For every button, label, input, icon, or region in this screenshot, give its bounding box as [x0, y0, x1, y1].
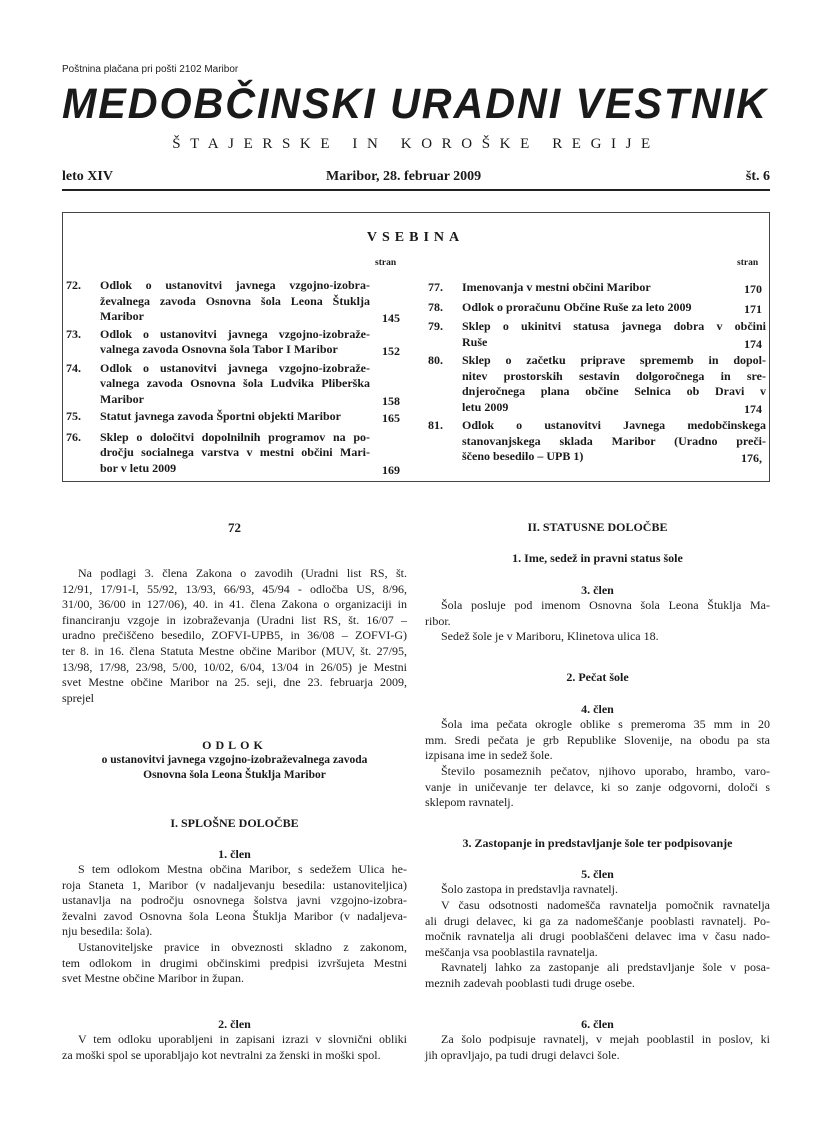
toc-entry-page: 158 — [382, 393, 400, 408]
masthead-subtitle: ŠTAJERSKE IN KOROŠKE REGIJE — [172, 136, 660, 152]
toc-entry-title-line: dnjeročnega plana občine Selnica ob Dravi v — [462, 384, 766, 398]
article-1-title: 1. člen — [218, 847, 251, 861]
text-line: financiranju vzgoje in izobraževanja (Uradni list RS, št. 16/07 – — [62, 612, 407, 627]
toc-page-header-right: stran — [737, 258, 759, 268]
header-rule — [62, 189, 770, 191]
article-4-title: 4. člen — [581, 702, 614, 716]
article-5-paragraph-2 — [425, 898, 770, 960]
text-line: vanje in uničevanje ter delavce, ki so zanje odgovorni, določi s — [425, 779, 770, 794]
toc-entry-title — [462, 319, 766, 350]
issue-year: leto XIV — [62, 169, 113, 184]
subsection-3-heading: 3. Zastopanje in predstavljanje šole ter podpisovanje — [462, 836, 733, 850]
toc-entry-title-line: bor v letu 2009 — [100, 460, 177, 475]
text-line: izpisana ime in sedež šole. — [425, 748, 553, 763]
text-line: za moški spol se uporabljajo kot nevtralni za ženski in moški spol. — [62, 1047, 381, 1062]
text-line: Število posameznih pečatov, njihovo uporabo, hrambo, varo- — [441, 764, 770, 778]
text-line: ribor. — [425, 613, 451, 628]
toc-entry-number: 73. — [66, 326, 81, 341]
text-line: tem odlokom in drugimi občinskimi predpisi izvršujeta Mestni — [62, 955, 407, 970]
article-3-paragraph-2 — [425, 629, 770, 645]
toc-entry — [66, 409, 400, 425]
text-line: močnik ravnatelja ali drugi pooblaščeni delavec ima v času nado- — [425, 929, 770, 944]
text-line: Šola posluje pod imenom Osnovna šola Leona Štuklja Ma- — [441, 598, 770, 612]
toc-entry-title — [100, 327, 370, 358]
article-1-paragraph-2 — [62, 940, 407, 987]
toc-entry — [66, 430, 400, 477]
toc-entry-title-line: Odlok o ustanovitvi javnega vzgojno-izobra- — [100, 278, 370, 292]
text-line: ustanavlja na področju osnovnega šolstva javni vzgojno-izobra- — [62, 893, 407, 908]
toc-entry-number: 79. — [428, 319, 443, 333]
toc-entry-number: 76. — [66, 429, 81, 444]
toc-entry-page: 171 — [744, 301, 762, 316]
toc-entry-title-line: Odlok o proračunu Občine Ruše za leto 2009 — [462, 299, 692, 314]
toc-entry-number: 74. — [66, 360, 81, 375]
toc-entry-number: 72. — [66, 278, 81, 292]
toc-entry-page: 176, — [741, 451, 762, 465]
toc-title: VSEBINA — [366, 230, 465, 245]
toc-entry-title-line: Maribor — [100, 391, 144, 406]
toc-entry-page: 169 — [382, 462, 400, 477]
toc-entry-title — [462, 300, 766, 316]
toc-entry-title-line: Maribor — [100, 309, 144, 323]
article-5-paragraph-1 — [425, 882, 770, 898]
text-line: S tem odlokom Mestna občina Maribor, s sedežem Ulica he- — [78, 862, 407, 876]
toc-entry-title-line: Sklep o ukinitvi statusa javnega dobra v občini — [462, 319, 766, 333]
toc-entry-title — [462, 353, 766, 415]
text-line: 31/00, 36/00 in 127/06), 40. in 41. člena Zakona o organizaciji in — [62, 597, 407, 612]
text-line: mm. Sredi pečata je grb Republike Slovenije, na obodu pa sta — [425, 732, 770, 747]
article-5-title: 5. člen — [581, 867, 614, 881]
toc-entry-title-line: valnega zavoda Osnovna šola Ludvika Pliberška — [100, 376, 370, 390]
toc-entry — [428, 353, 766, 416]
toc-entry-title-line: Odlok o ustanovitvi javnega vzgojno-izobraže- — [100, 326, 370, 341]
toc-entry-title-line: Odlok o ustanovitvi Javnega medobčinskega — [462, 418, 766, 432]
toc-entry-page: 152 — [382, 344, 400, 358]
text-line: nju besedila: šola). — [62, 924, 153, 939]
text-line: Za šolo podpisuje ravnatelj, v mejah pooblastil in poslov, ki — [441, 1032, 770, 1046]
toc-entry-number: 78. — [428, 299, 443, 314]
toc-entry-title-line: valnega zavoda Osnovna šola Tabor I Maribor — [100, 342, 338, 356]
toc-entry-title-line: stanovanjskega sklada Maribor (Uradno preči- — [462, 433, 766, 448]
text-line: Šolo zastopa in predstavlja ravnatelj. — [441, 882, 618, 896]
preamble — [62, 566, 407, 706]
toc-entry — [428, 280, 762, 296]
text-line: V času odsotnosti nadomešča ravnatelja pomočnik ravnatelja — [441, 898, 770, 912]
text-line: V tem odloku uporabljeni in zapisani izrazi v slovnični obliki — [78, 1032, 407, 1046]
toc-entry-title-line: Odlok o ustanovitvi javnega vzgojno-izobraže- — [100, 360, 370, 375]
toc-entry — [428, 300, 762, 316]
article-2-title: 2. člen — [218, 1017, 251, 1031]
toc-entry-number: 77. — [428, 280, 443, 294]
text-line: uradno prečiščeno besedilo, ZOFVI-UPB5, in 36/08 – ZOFVI-G) — [62, 628, 407, 643]
text-line: Sedež šole je v Mariboru, Klinetova ulica 18. — [441, 629, 659, 643]
toc-entry — [66, 278, 400, 325]
text-line: ževalni zavod Osnovna šola Leona Štuklja Maribor (v nadaljeva- — [62, 908, 407, 923]
toc-entry-page: 174 — [744, 336, 762, 351]
text-line: svet Mestne občine Maribor in župan. — [62, 971, 244, 986]
section-1-heading: I. SPLOŠNE DOLOČBE — [170, 816, 299, 830]
text-line: meščanja vsa pooblastila ravnatelja. — [425, 944, 598, 959]
toc-entry-number: 80. — [428, 353, 443, 367]
text-line: sprejel — [62, 690, 94, 705]
issue-number: št. 6 — [745, 169, 770, 184]
doc-subtitle-1: o ustanovitvi javnega vzgojno-izobraževalnega zavoda — [101, 754, 368, 766]
masthead-title: MEDOBČINSKI URADNI VESTNIK — [62, 80, 768, 128]
article-2-paragraph-1 — [62, 1032, 407, 1063]
toc-entry-page: 145 — [382, 311, 400, 325]
text-line: jih opravljajo, pa tudi drugi delavci šole. — [425, 1047, 620, 1062]
item-number: 72 — [228, 520, 241, 535]
toc-entry-page: 165 — [382, 411, 400, 425]
toc-entry-page: 174 — [744, 401, 762, 416]
toc-entry-title-line: Statut javnega zavoda Športni objekti Maribor — [100, 409, 341, 423]
toc-entry-title — [462, 418, 766, 465]
toc-entry-title — [462, 280, 766, 296]
subsection-1-heading: 1. Ime, sedež in pravni status šole — [512, 551, 683, 565]
doc-title: ODLOK — [202, 738, 267, 752]
issue-bar — [62, 169, 770, 189]
toc-entry-title-line: Sklep o določitvi dopolnilnih programov na po- — [100, 429, 370, 444]
toc-entry-title-line: ščeno besedilo – UPB 1) — [462, 449, 584, 463]
text-line: Ravnatelj lahko za zastopanje ali predstavljanje šole v posa- — [441, 960, 770, 974]
toc-entry — [66, 327, 400, 358]
text-line: 13/98, 17/98, 23/98, 5/00, 10/02, 6/04, 13/04 in 26/05) je Mestni — [62, 659, 407, 674]
text-line: svet Mestne občine Maribor na 25. seji, dne 23. februarja 2009, — [62, 675, 407, 690]
text-line: Ustanoviteljske pravice in obveznosti skladno z zakonom, — [78, 940, 407, 954]
toc-entry-title — [100, 361, 370, 408]
article-5-paragraph-3 — [425, 960, 770, 991]
issue-date: Maribor, 28. februar 2009 — [326, 169, 482, 184]
text-line: ali drugi delavec, ki ga za nadomeščanje pooblasti ravnatelj. Po- — [425, 913, 770, 928]
text-line: meznih zadevah pooblasti tudi druge osebe. — [425, 975, 635, 990]
toc-entry — [66, 361, 400, 408]
text-line: roja Staneta 1, Maribor (v nadaljevanju besedila: ustanoviteljica) — [62, 877, 407, 892]
article-3-paragraph-1 — [425, 598, 770, 629]
toc-entry-title-line: ževalnega zavoda Osnovna šola Leona Štuklja — [100, 293, 370, 308]
toc-entry-title-line: nitev prostorskih sestavin dolgoročnega in sre- — [462, 368, 766, 383]
article-6-title: 6. člen — [581, 1017, 614, 1031]
toc-entry-number: 81. — [428, 418, 443, 432]
text-line: 12/91, 17/91-I, 55/92, 13/93, 66/93, 45/94 - odločba US, 8/96, — [62, 581, 407, 596]
article-4-paragraph-1 — [425, 717, 770, 764]
text-line: Šola ima pečata okrogle oblike s premeroma 35 mm in 20 — [441, 717, 770, 731]
toc-entry-title-line: Ruše — [462, 334, 488, 349]
article-6-paragraph-1 — [425, 1032, 770, 1063]
toc-page-header-left: stran — [375, 258, 397, 268]
article-3-title: 3. člen — [581, 583, 614, 597]
toc-entry-title — [100, 278, 370, 325]
toc-entry-page: 170 — [744, 282, 762, 296]
subsection-2-heading: 2. Pečat šole — [566, 670, 629, 684]
toc-entry-title-line: dročju socialnega varstva v mestni občini Mari- — [100, 445, 370, 459]
toc-entry-title — [100, 430, 370, 477]
toc-entry-number: 75. — [66, 409, 81, 423]
section-2-heading: II. STATUSNE DOLOČBE — [527, 520, 668, 534]
doc-subtitle-2: Osnovna šola Leona Štuklja Maribor — [143, 769, 326, 781]
postage-note: Poštnina plačana pri pošti 2102 Maribor — [62, 64, 239, 75]
toc-entry-title-line: letu 2009 — [462, 399, 509, 414]
toc-entry-title — [100, 409, 370, 425]
toc-entry-title-line: Sklep o začetku priprave sprememb in dopol- — [462, 353, 766, 367]
toc-entry — [428, 418, 766, 465]
text-line: ter 8. in 16. člena Statuta Mestne občine Maribor (MUV, št. 27/95, — [62, 643, 407, 658]
toc-entry-title-line: Imenovanja v mestni občini Maribor — [462, 280, 651, 294]
text-line: sklepom ravnatelj. — [425, 795, 514, 810]
article-1-paragraph-1 — [62, 862, 407, 940]
toc-entry — [428, 319, 766, 351]
text-line: Na podlagi 3. člena Zakona o zavodih (Uradni list RS, št. — [78, 566, 407, 580]
article-4-paragraph-2 — [425, 764, 770, 811]
